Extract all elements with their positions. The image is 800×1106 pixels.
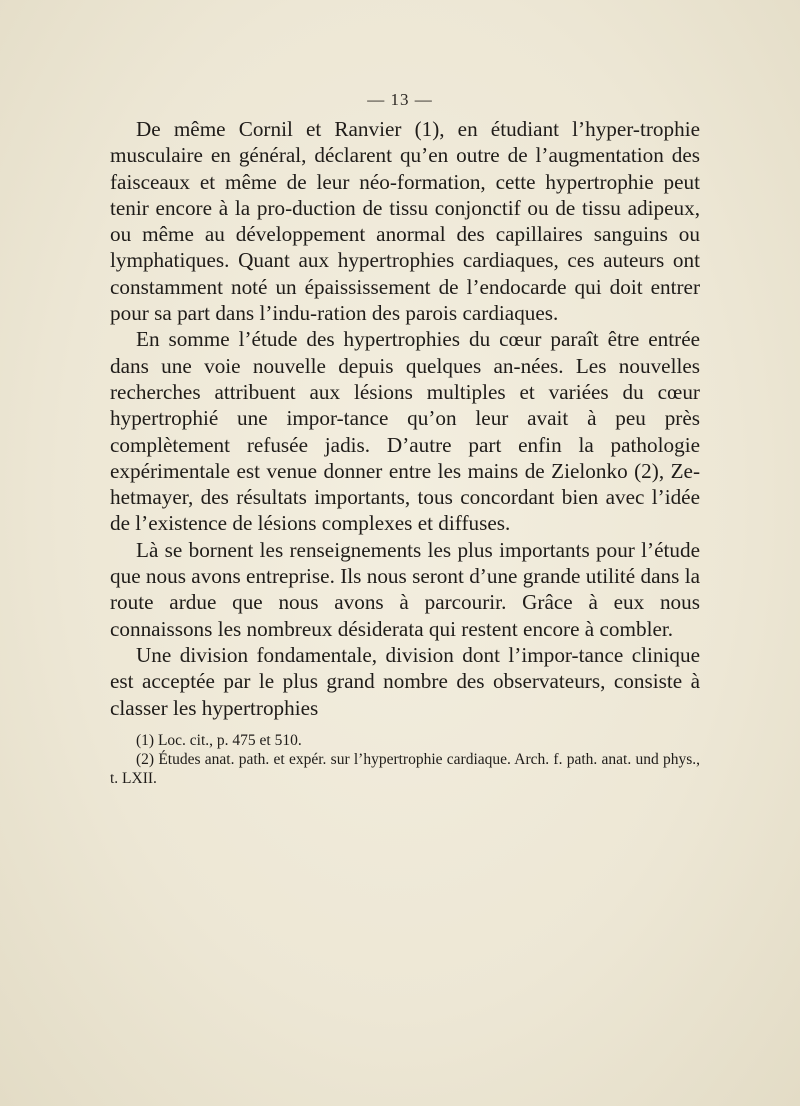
footnotes bbox=[110, 731, 700, 788]
footnote: (2) Études anat. path. et expér. sur l’hypertrophie cardiaque. Arch. f. path. anat. und phys., t. LXII. bbox=[110, 750, 700, 787]
paragraph: Là se bornent les renseignements les plus importants pour l’étude que nous avons entreprise. Ils nous seront d’une grande utilité dans la route ardue que nous avons à parcourir. Grâce à eux nous connaissons les nombreux désiderata qui restent encore à combler. bbox=[110, 537, 700, 641]
paragraph: En somme l’étude des hypertrophies du cœur paraît être entrée dans une voie nouvelle depuis quelques an-nées. Les nouvelles recherches attribuent aux lésions multiples et variées du cœur hypertrophié une impor-tance qu’on leur avait à peu près complètement refusée jadis. D’autre part enfin la pathologie expérimentale est venue donner entre les mains de Zielonko (2), Ze-hetmayer, des résultats importants, tous concordant bien avec l’idée de l’existence de lésions complexes et diffuses. bbox=[110, 327, 700, 536]
page-number: — 13 — bbox=[367, 90, 433, 109]
paragraph: De même Cornil et Ranvier (1), en étudiant l’hyper-trophie musculaire en général, déclarent qu’en outre de l’augmentation des faisceaux et même de leur néo-formation, cette hypertrophie peut tenir encore à la pro-duction de tissu conjonctif ou de tissu adipeux, ou même au développement anormal des capillaires sanguins ou lymphatiques. Quant aux hypertrophies cardiaques, ces auteurs ont constamment noté un épaississement de l’endocarde qui doit entrer pour sa part dans l’indu-ration des parois cardiaques. bbox=[110, 117, 700, 326]
footnote: (1) Loc. cit., p. 475 et 510. bbox=[136, 731, 302, 749]
page-body bbox=[110, 116, 700, 788]
paragraph: Une division fondamentale, division dont l’impor-tance clinique est acceptée par le plus grand nombre des observateurs, consiste à classer les hypertrophies bbox=[110, 642, 700, 720]
